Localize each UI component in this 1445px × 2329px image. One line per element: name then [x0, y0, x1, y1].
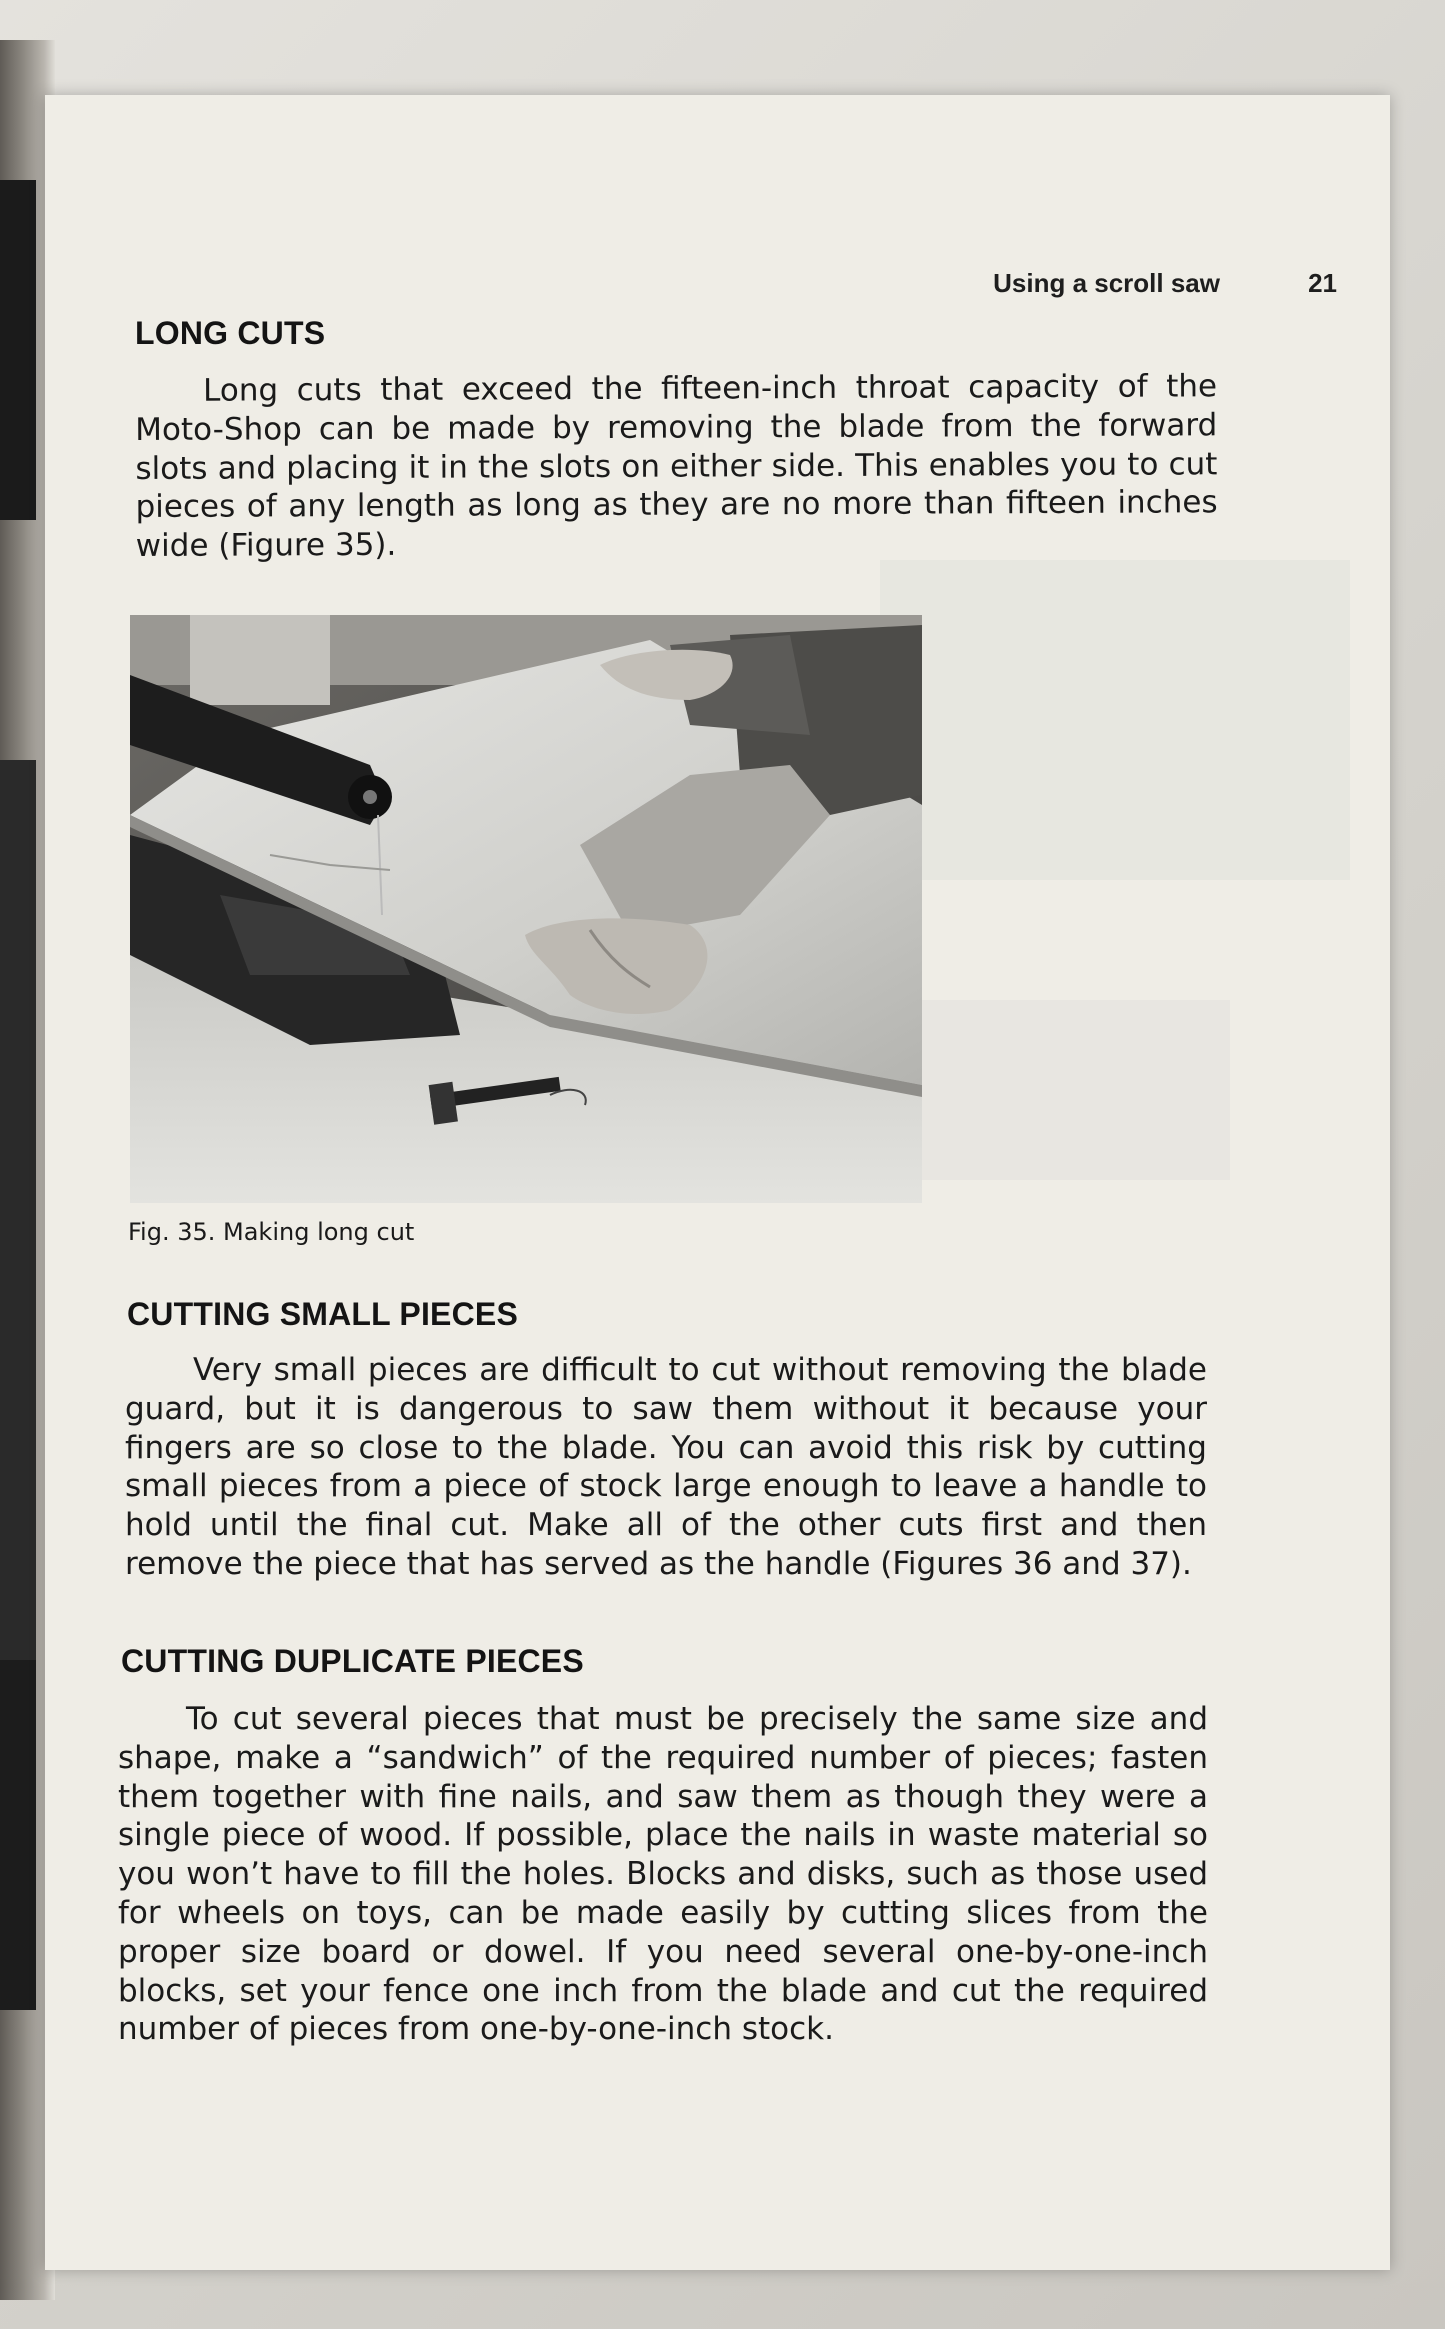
section-heading-cutting-small-pieces: CUTTING SMALL PIECES	[127, 1296, 518, 1332]
section-heading-long-cuts: LONG CUTS	[135, 315, 326, 351]
left-page-photo-strip	[0, 180, 36, 520]
paragraph-cutting-duplicate-pieces: To cut several pieces that must be precisely the same size and shape, make a “sandwich” of the required number of pieces; fasten them together with fine nails, and saw them as though they were a single piece of wood. If possible, place the nails in waste material so you won’t have to fill the holes. Blocks and disks, such as those used for wheels on toys, can be made easily by cutting slices from the proper size board or dowel. If you need several one-by-one-inch blocks, set your fence one inch from the blade and cut the required number of pieces from one-by-one-inch stock.	[118, 1701, 1208, 2048]
figure-photo-drawing	[130, 615, 922, 1203]
show-through-block	[880, 560, 1350, 880]
paragraph-long-cuts: Long cuts that exceed the fifteen-inch throat capacity of the Moto-Shop can be made by removing the blade from the forward slots and placing it in the slots on either side. This enables you to cut pieces of any length as long as they are no more than fifteen inches wide (Figure 35).	[135, 368, 1218, 565]
page-number: 21	[1308, 268, 1337, 298]
paragraph-cutting-small-pieces: Very small pieces are difficult to cut without removing the blade guard, but it is dangerous to saw them without it because your fingers are so close to the blade. You can avoid this risk by cutting small pieces from a piece of stock large enough to leave a handle to hold until the final cut. Make all of the other cuts first and then remove the piece that has served as the handle (Figures 36 and 37).	[125, 1352, 1207, 1582]
figure-caption: Fig. 35. Making long cut	[128, 1218, 415, 1246]
running-title: Using a scroll saw	[993, 268, 1220, 298]
figure-35-photo	[130, 615, 922, 1203]
section-heading-cutting-duplicate-pieces: CUTTING DUPLICATE PIECES	[121, 1643, 584, 1679]
left-page-photo-strip	[0, 1660, 36, 2010]
